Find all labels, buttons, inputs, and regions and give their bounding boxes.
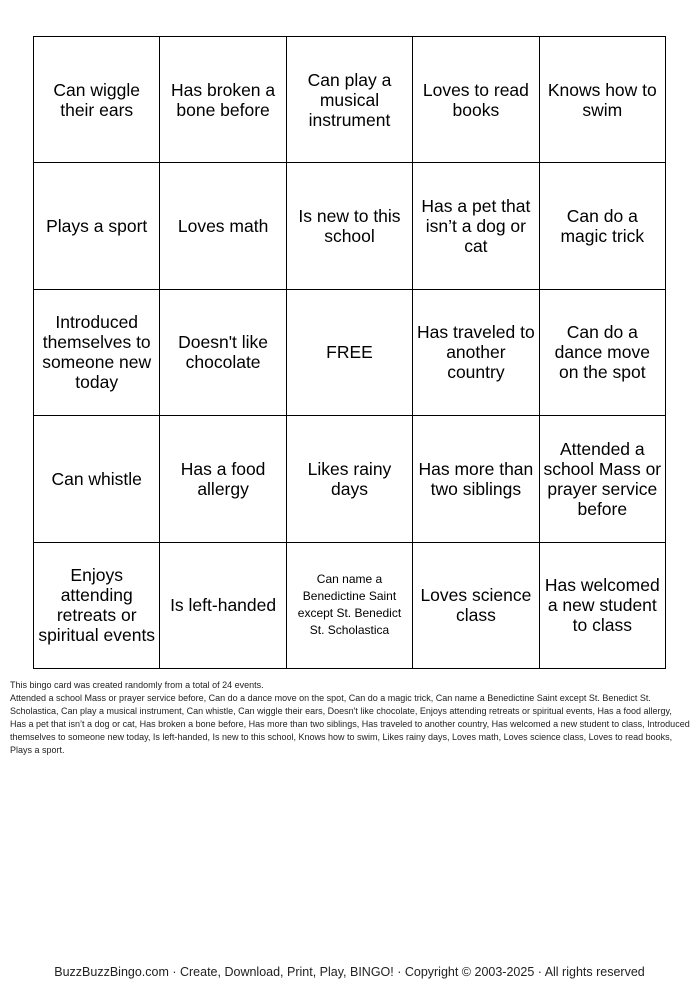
bingo-cell: Has broken a bone before [160, 37, 286, 163]
bingo-cell: Has more than two siblings [413, 416, 539, 542]
bingo-cell-free: FREE [287, 290, 413, 416]
bingo-cell: Can do a magic trick [540, 163, 666, 289]
page-footer: BuzzBuzzBingo.com · Create, Download, Print, Play, BINGO! · Copyright © 2003-2025 · All rights reserved [54, 965, 645, 979]
bingo-cell: Can do a dance move on the spot [540, 290, 666, 416]
bingo-cell: Attended a school Mass or prayer service before [540, 416, 666, 542]
bingo-cell: Can name a Benedictine Saint except St. Benedict St. Scholastica [287, 543, 413, 669]
bingo-cell: Loves math [160, 163, 286, 289]
bingo-cell: Is new to this school [287, 163, 413, 289]
card-info [10, 679, 690, 757]
bingo-cell: Enjoys attending retreats or spiritual events [34, 543, 160, 669]
bingo-cell: Knows how to swim [540, 37, 666, 163]
event-list: Attended a school Mass or prayer service before, Can do a dance move on the spot, Can do a magic trick, Can name a Benedictine Saint except St. Benedict St. Scholastica, Can play a musical instrument, Can whistle, Can wiggle their ears, Doesn't like chocolate, Enjoys attending retreats or spiritual events, Has a food allergy, Has a pet that isn’t a dog or cat, Has broken a bone before, Has more than two siblings, Has traveled to another country, Has welcomed a new student to class, Introduced themselves to someone new today, Is left-handed, Is new to this school, Knows how to swim, Likes rainy days, Loves math, Loves science class, Loves to read books, Plays a sport. [10, 693, 690, 755]
card-summary: This bingo card was created randomly from a total of 24 events. [10, 680, 264, 690]
bingo-cell: Has a food allergy [160, 416, 286, 542]
bingo-cell: Has welcomed a new student to class [540, 543, 666, 669]
bingo-cell: Loves to read books [413, 37, 539, 163]
bingo-cell: Plays a sport [34, 163, 160, 289]
bingo-cell: Likes rainy days [287, 416, 413, 542]
bingo-cell: Can wiggle their ears [34, 37, 160, 163]
bingo-cell: Loves science class [413, 543, 539, 669]
bingo-cell: Is left-handed [160, 543, 286, 669]
bingo-card-grid [33, 36, 666, 669]
bingo-cell: Has a pet that isn’t a dog or cat [413, 163, 539, 289]
bingo-cell: Has traveled to another country [413, 290, 539, 416]
bingo-cell: Doesn't like chocolate [160, 290, 286, 416]
bingo-cell: Introduced themselves to someone new today [34, 290, 160, 416]
bingo-cell: Can whistle [34, 416, 160, 542]
bingo-cell: Can play a musical instrument [287, 37, 413, 163]
